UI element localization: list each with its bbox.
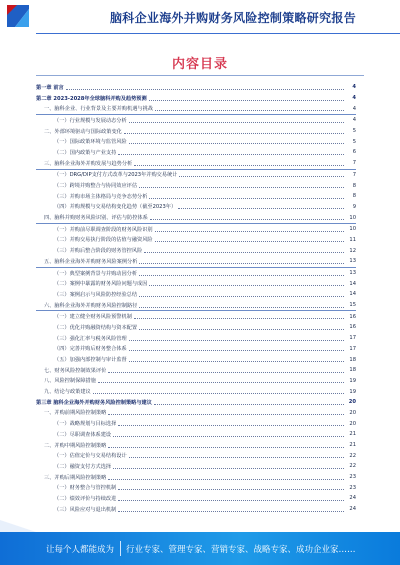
toc-page-number: 4	[352, 84, 356, 91]
toc-page-number: 6	[352, 149, 356, 156]
toc-entry-label: （二）尽职调查体系建设	[54, 431, 112, 438]
toc-page-number: 17	[349, 335, 356, 342]
toc-entry[interactable]	[36, 311, 356, 322]
toc-entry-label: （三）并购后整合阶段的财务管控风险	[54, 248, 143, 255]
toc-page-number: 19	[349, 388, 356, 395]
toc-leader-dots	[98, 382, 344, 383]
toc-entry-label: （三）风险应对与退出机制	[54, 506, 117, 513]
toc-leader-dots	[179, 176, 344, 177]
toc-leader-dots	[149, 285, 344, 286]
toc-page-number: 15	[349, 302, 356, 309]
toc-entry-label: 第二章 2023-2028年全球脑科并购及趋势预测	[36, 95, 147, 102]
toc-page-number: 16	[349, 324, 356, 331]
toc-entry[interactable]	[36, 180, 356, 191]
toc-page-number: 10	[349, 226, 356, 233]
toc-entry[interactable]	[36, 386, 356, 397]
toc-entry-label: （四）完善并购后财务整合体系	[54, 346, 127, 353]
toc-entry[interactable]	[36, 256, 356, 268]
toc-entry[interactable]	[36, 268, 356, 279]
footer-roles: 行业专家、管理专家、营销专家、战略专家、成功企业家……	[126, 545, 356, 555]
toc-page-number: 18	[349, 367, 356, 374]
toc-entry[interactable]	[36, 461, 356, 472]
toc-entry[interactable]	[36, 440, 356, 451]
toc-page-number: 10	[349, 214, 356, 221]
toc-entry[interactable]	[36, 103, 356, 115]
toc-leader-dots	[113, 468, 344, 469]
toc-entry[interactable]	[36, 115, 356, 126]
toc-page-number: 13	[349, 258, 356, 265]
toc-entry[interactable]	[36, 235, 356, 246]
toc-leader-dots	[129, 361, 344, 362]
toc-leader-dots	[93, 393, 344, 394]
toc-entry[interactable]	[36, 365, 356, 376]
toc-leader-dots	[118, 154, 344, 155]
toc-entry-label: 第一章 前言	[36, 84, 64, 91]
toc-page-number: 14	[349, 280, 356, 287]
toc-page-number: 22	[349, 452, 356, 459]
toc-leader-dots	[108, 372, 344, 373]
toc-leader-dots	[108, 479, 344, 480]
toc-entry-label: （四）并购规模与交易结构变化趋势（截至2023年）	[54, 204, 177, 211]
toc-leader-dots	[124, 133, 344, 134]
toc-entry[interactable]	[36, 300, 356, 312]
toc-entry[interactable]	[36, 493, 356, 504]
toc-heading-rule	[36, 75, 364, 76]
toc-leader-dots	[155, 241, 344, 242]
toc-page-number: 23	[349, 474, 356, 481]
toc-entry-label: 八、风险控制保障措施	[44, 378, 96, 385]
toc-entry-label: （二）案例中暴露的财务风险问题与成因	[54, 281, 148, 288]
toc-entry-label: （二）融资支付方式选择	[54, 463, 112, 470]
toc-leader-dots	[154, 404, 344, 405]
toc-page-number: 16	[349, 313, 356, 320]
toc-entry-label: 一、脑科企业、行业背景及主要并购机遇与挑战	[44, 106, 153, 113]
toc-entry-label: 三、并购后期风险控制策略	[44, 474, 107, 481]
toc-entry-label: （五）加强内部控制与审计监督	[54, 357, 127, 364]
toc-leader-dots	[129, 350, 344, 351]
toc-page-number: 7	[352, 171, 356, 178]
toc-leader-dots	[108, 414, 344, 415]
toc-entry[interactable]	[36, 278, 356, 289]
toc-entry[interactable]	[36, 224, 356, 235]
toc-page-number: 17	[349, 345, 356, 352]
toc-page-number: 4	[352, 95, 356, 102]
footer-separator	[120, 541, 121, 556]
toc-entry-label: 二、外部环境驱动与国际政策变化	[44, 128, 122, 135]
toc-page-number: 5	[352, 138, 356, 145]
toc-entry[interactable]	[36, 322, 356, 333]
toc-entry[interactable]	[36, 289, 356, 300]
toc-entry[interactable]	[36, 418, 356, 429]
toc-page-number: 18	[349, 356, 356, 363]
toc-entry[interactable]	[36, 450, 356, 461]
toc-entry-label: （一）战略规划与目标选择	[54, 421, 117, 428]
toc-leader-dots	[118, 425, 344, 426]
toc-leader-dots	[134, 165, 344, 166]
header-divider	[36, 33, 400, 34]
toc-entry-label: 九、结论与政策建议	[44, 389, 91, 396]
toc-leader-dots	[129, 122, 344, 123]
toc-entry[interactable]	[36, 344, 356, 355]
toc-page-number: 7	[352, 160, 356, 167]
toc-entry[interactable]	[36, 170, 356, 181]
toc-entry-label: （一）估值定价与交易结构设计	[54, 453, 127, 460]
toc-entry[interactable]	[36, 333, 356, 344]
toc-page-number: 5	[352, 128, 356, 135]
toc-page-number: 23	[349, 484, 356, 491]
toc-entry-label: 七、财务风险控制效果评价	[44, 367, 107, 374]
toc-entry[interactable]	[36, 472, 356, 483]
toc-leader-dots	[150, 219, 344, 220]
toc-page-number: 8	[352, 182, 356, 189]
toc-page-number: 20	[348, 399, 356, 406]
toc-entry-label: （二）绩效评价与持续改进	[54, 495, 117, 502]
toc-entry-label: 四、脑科并购财务风险识别、评估与防控体系	[44, 215, 148, 222]
toc-leader-dots	[139, 307, 344, 308]
toc-leader-dots	[113, 436, 344, 437]
toc-entry-label: （二）并购交易执行阶段的估值与融资风险	[54, 237, 153, 244]
toc-page-number: 13	[349, 270, 356, 277]
toc-entry[interactable]	[36, 245, 356, 256]
report-logo-icon	[5, 3, 31, 29]
toc-entry[interactable]	[36, 212, 356, 224]
toc-entry[interactable]	[36, 408, 356, 419]
toc-leader-dots	[118, 511, 344, 512]
toc-heading: 内容目录	[171, 57, 228, 72]
toc-entry[interactable]	[36, 147, 356, 158]
toc-leader-dots	[139, 296, 344, 297]
toc-entry-label: （三）案例启示与风险防控经验总结	[54, 291, 138, 298]
toc-leader-dots	[129, 457, 344, 458]
toc-leader-dots	[139, 329, 344, 330]
toc-page-number: 4	[352, 117, 356, 124]
toc-entry-label: （一）DRG/DIP支付方式改革与2023年并购交易统计	[54, 172, 178, 179]
toc-leader-dots	[118, 500, 344, 501]
toc-leader-dots	[155, 231, 344, 232]
toc-leader-dots	[178, 208, 344, 209]
toc-entry[interactable]	[36, 136, 356, 147]
toc-page-number: 21	[349, 442, 356, 449]
toc-leader-dots	[129, 340, 344, 341]
toc-leader-dots	[129, 143, 344, 144]
toc-entry-label: （一）建立健全财务风险预警机制	[54, 314, 132, 321]
toc-page-number: 4	[352, 105, 356, 112]
toc-entry-label: （二）跨境并购整合与协同效应评估	[54, 183, 138, 190]
toc-entry-label: 五、脑科企业海外并购财务风险案例分析	[44, 258, 138, 265]
toc-leader-dots	[149, 100, 344, 101]
header-bar	[0, 0, 400, 34]
footer-slogan: 让每个人都能成为	[46, 545, 115, 555]
toc-entry[interactable]	[36, 191, 356, 202]
toc-entry[interactable]	[36, 482, 356, 493]
toc-page-number: 19	[349, 377, 356, 384]
toc-entry[interactable]	[36, 376, 356, 387]
toc-leader-dots	[66, 89, 344, 90]
toc-entry-label: （二）优化并购融资结构与资本配置	[54, 324, 138, 331]
toc-entry[interactable]	[36, 202, 356, 213]
corner-decoration	[0, 520, 36, 532]
toc-entry-label: （二）国内政策与产业支持	[54, 149, 117, 156]
toc-page-number: 20	[349, 420, 356, 427]
toc-page-number: 20	[349, 409, 356, 416]
toc-leader-dots	[118, 489, 344, 490]
toc-entry-label: （三）并购市场主体格局与竞争态势分析	[54, 193, 148, 200]
toc-page-number: 22	[349, 463, 356, 470]
toc-entry-label: （三）强化汇率与税务风险管理	[54, 335, 127, 342]
toc-entry-label: （一）财务整合与管控机制	[54, 485, 117, 492]
toc-page-number: 24	[349, 495, 356, 502]
toc-page-number: 12	[349, 247, 356, 254]
toc-chapter-entry[interactable]	[36, 93, 356, 104]
footer-bar	[0, 532, 400, 565]
toc-leader-dots	[139, 275, 344, 276]
toc-entry-label: 第三章 脑科企业海外并购财务风险控制策略与建议	[36, 399, 152, 406]
toc-entry[interactable]	[36, 158, 356, 170]
toc-entry-label: 六、脑科企业海外并购财务风险控制路径	[44, 302, 138, 309]
toc-chapter-entry[interactable]	[36, 397, 356, 408]
toc-page-number: 11	[349, 236, 356, 243]
toc-leader-dots	[108, 447, 344, 448]
toc-entry-label: 二、并购中期风险控制策略	[44, 442, 107, 449]
toc-page-number: 8	[352, 193, 356, 200]
toc-leader-dots	[155, 110, 344, 111]
toc-entry-label: 一、并购前期风险控制策略	[44, 410, 107, 417]
toc-entry-label: （一）行业规模与发展动态分析	[54, 117, 127, 124]
toc-entry-label: （一）并购前尽职调查阶段的财务风险识别	[54, 226, 153, 233]
toc-entry-label: （一）典型案例背景与并购动因分析	[54, 270, 138, 277]
toc-leader-dots	[139, 263, 344, 264]
toc-entry[interactable]	[36, 429, 356, 440]
toc-leader-dots	[149, 198, 344, 199]
toc-page-number: 9	[352, 203, 356, 210]
toc-page-number: 14	[349, 291, 356, 298]
toc-entry-label: 三、脑科企业海外并购发展与趋势分析	[44, 160, 133, 167]
toc-page-number: 21	[349, 431, 356, 438]
toc-leader-dots	[144, 252, 344, 253]
toc-page-number: 24	[349, 506, 356, 513]
toc-chapter-entry[interactable]	[36, 82, 356, 93]
toc-entry[interactable]	[36, 126, 356, 137]
toc-leader-dots	[134, 318, 344, 319]
toc-entry[interactable]	[36, 504, 356, 515]
table-of-contents	[36, 82, 356, 515]
toc-leader-dots	[139, 187, 344, 188]
toc-entry[interactable]	[36, 354, 356, 365]
toc-entry-label: （一）国际政策环境与监管风险	[54, 139, 127, 146]
report-title: 脑科企业海外并购财务风险控制策略研究报告	[110, 11, 357, 25]
